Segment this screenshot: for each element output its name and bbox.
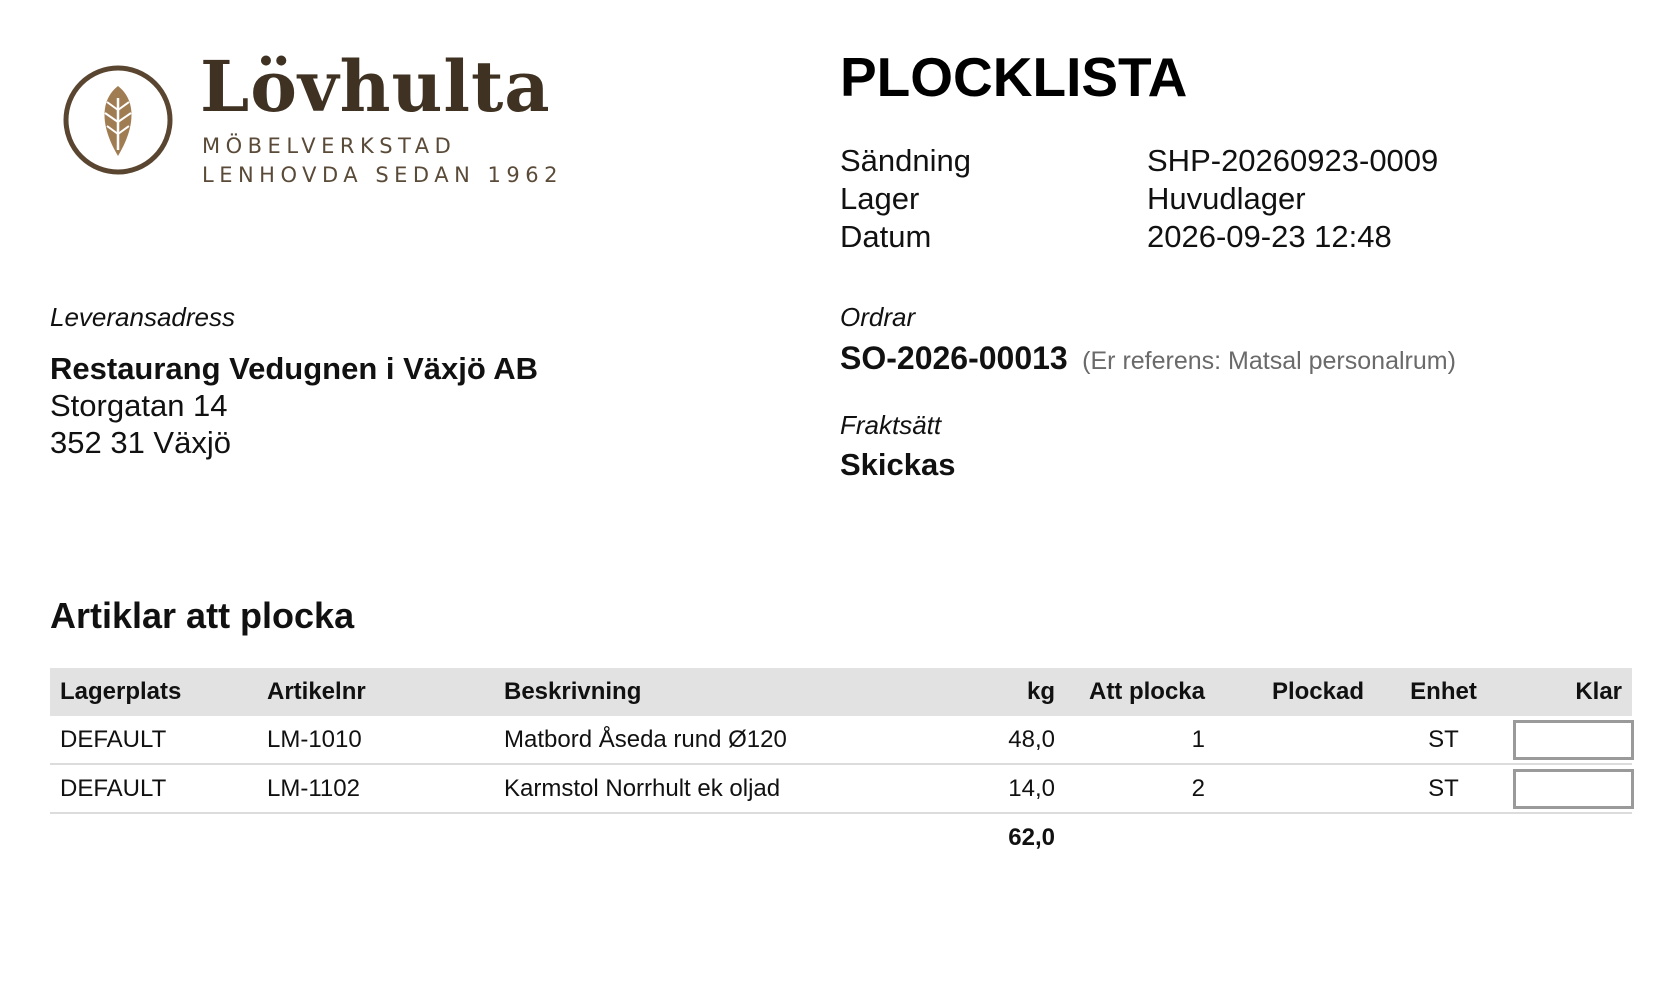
meta-value: SHP-20260923-0009 (1147, 143, 1439, 178)
table-row (50, 764, 1632, 813)
meta-label: Sändning (840, 143, 972, 178)
cell-done (1513, 764, 1632, 813)
items-section-title: Artiklar att plocka (50, 595, 355, 636)
document-meta (840, 142, 1438, 256)
recipient-name: Restaurang Vedugnen i Växjö AB (50, 351, 539, 386)
document-title: PLOCKLISTA (840, 46, 1188, 108)
shipping-method: Skickas (840, 447, 956, 482)
total-kg: 62,0 (1008, 823, 1055, 851)
brand-tagline-2: LENHOVDA SEDAN 1962 (202, 163, 563, 187)
column-header-article: Artikelnr (257, 668, 494, 716)
cell-article: LM-1102 (257, 764, 494, 813)
meta-value: 2026-09-23 12:48 (1147, 219, 1392, 254)
cell-qty: 2 (1065, 764, 1215, 813)
cell-picked (1215, 716, 1374, 764)
cell-description: Matbord Åseda rund Ø120 (494, 716, 924, 764)
column-header-description: Beskrivning (494, 668, 924, 716)
done-checkbox[interactable] (1513, 769, 1634, 809)
meta-row-warehouse (840, 180, 1438, 218)
column-header-unit: Enhet (1374, 668, 1513, 716)
meta-label: Datum (840, 219, 932, 254)
shipping-method-label: Fraktsätt (840, 410, 942, 440)
column-header-location: Lagerplats (50, 668, 257, 716)
brand-tagline-1: MÖBELVERKSTAD (202, 134, 457, 158)
cell-location: DEFAULT (50, 716, 257, 764)
done-checkbox[interactable] (1513, 720, 1634, 760)
column-header-kg: kg (924, 668, 1065, 716)
order-line (840, 340, 1456, 377)
street-address: Storgatan 14 (50, 388, 228, 423)
cell-done (1513, 716, 1632, 764)
postal-city: 352 31 Växjö (50, 425, 231, 460)
cell-qty: 1 (1065, 716, 1215, 764)
meta-row-date (840, 218, 1438, 256)
delivery-address-label: Leveransadress (50, 302, 235, 332)
meta-row-shipment (840, 142, 1438, 180)
orders-label: Ordrar (840, 302, 916, 332)
cell-picked (1215, 764, 1374, 813)
cell-kg: 48,0 (924, 716, 1065, 764)
meta-value: Huvudlager (1147, 181, 1306, 216)
table-header-row (50, 668, 1632, 716)
cell-unit: ST (1374, 764, 1513, 813)
pick-items-table (50, 668, 1632, 861)
brand-name: Lövhulta (200, 45, 551, 128)
cell-unit: ST (1374, 716, 1513, 764)
total-row (50, 813, 1632, 861)
company-logo (62, 45, 622, 192)
table-row (50, 716, 1632, 764)
column-header-done: Klar (1513, 668, 1632, 716)
order-number: SO-2026-00013 (840, 340, 1068, 376)
column-header-picked: Plockad (1215, 668, 1374, 716)
column-header-qty: Att plocka (1065, 668, 1215, 716)
cell-article: LM-1010 (257, 716, 494, 764)
order-reference: (Er referens: Matsal personalrum) (1082, 347, 1456, 375)
cell-kg: 14,0 (924, 764, 1065, 813)
leaf-icon (62, 64, 174, 176)
cell-location: DEFAULT (50, 764, 257, 813)
cell-description: Karmstol Norrhult ek oljad (494, 764, 924, 813)
delivery-address (50, 350, 538, 461)
meta-label: Lager (840, 181, 920, 216)
